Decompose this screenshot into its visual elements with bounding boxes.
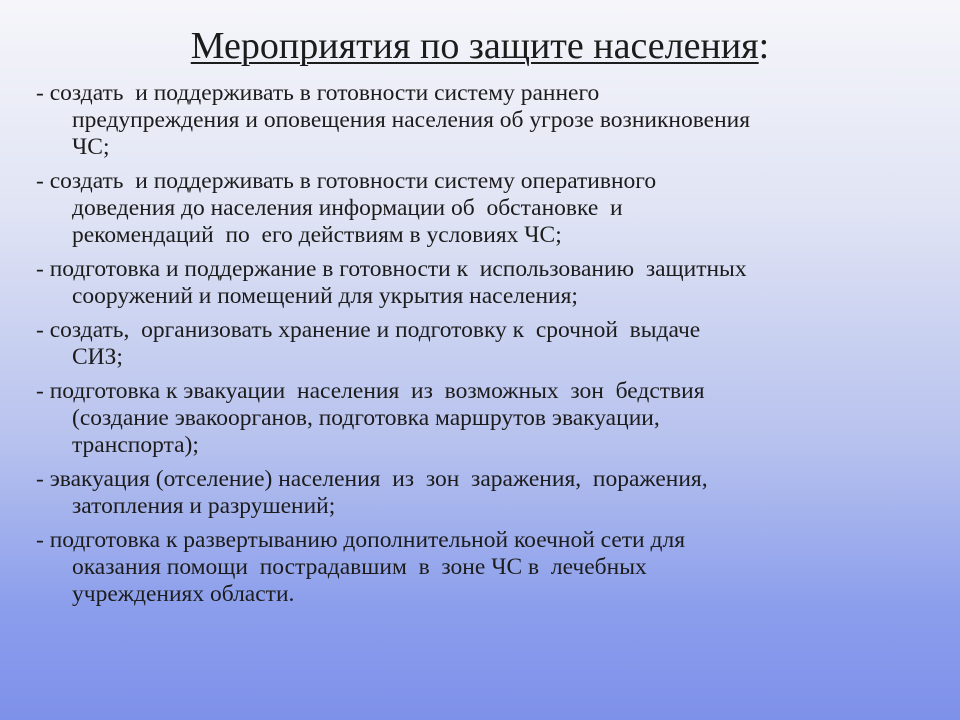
list-item-line: оказания помощи пострадавшим в зоне ЧС в лечебных (72, 554, 647, 580)
list-item-line: предупреждения и оповещения населения об угрозе возникновения (72, 107, 751, 133)
list-item-line: СИЗ; (72, 344, 123, 370)
list-item-line: рекомендаций по его действиям в условиях ЧС; (72, 222, 562, 248)
list-item-line: - создать и поддерживать в готовности систему раннего (36, 80, 600, 106)
list-item-line: - подготовка к развертыванию дополнительной коечной сети для (36, 527, 686, 553)
slide-title-text: Мероприятия по защите населения (190, 25, 759, 67)
slide-title-colon: : (758, 25, 770, 67)
list-item (36, 466, 936, 520)
list-item-line: ЧС; (72, 134, 110, 160)
list-item (36, 168, 936, 249)
list-item-line: - создать и поддерживать в готовности систему оперативного (36, 168, 657, 194)
slide-title (0, 22, 960, 70)
list-item (36, 256, 936, 310)
list-item-line: (создание эвакоорганов, подготовка маршрутов эвакуации, (72, 405, 660, 431)
list-item-line: - подготовка и поддержание в готовности к использованию защитных (36, 256, 747, 282)
measures-list (36, 80, 936, 615)
list-item (36, 80, 936, 161)
list-item-line: сооружений и помещений для укрытия населения; (72, 283, 578, 309)
list-item (36, 378, 936, 459)
list-item-line: - подготовка к эвакуации населения из возможных зон бедствия (36, 378, 705, 404)
list-item-line: транспорта); (72, 432, 199, 458)
list-item-line: затопления и разрушений; (72, 493, 336, 519)
list-item (36, 317, 936, 371)
list-item-line: - создать, организовать хранение и подготовку к срочной выдаче (36, 317, 701, 343)
list-item (36, 527, 936, 608)
list-item-line: учреждениях области. (72, 581, 295, 607)
list-item-line: - эвакуация (отселение) населения из зон заражения, поражения, (36, 466, 708, 492)
list-item-line: доведения до населения информации об обстановке и (72, 195, 623, 221)
